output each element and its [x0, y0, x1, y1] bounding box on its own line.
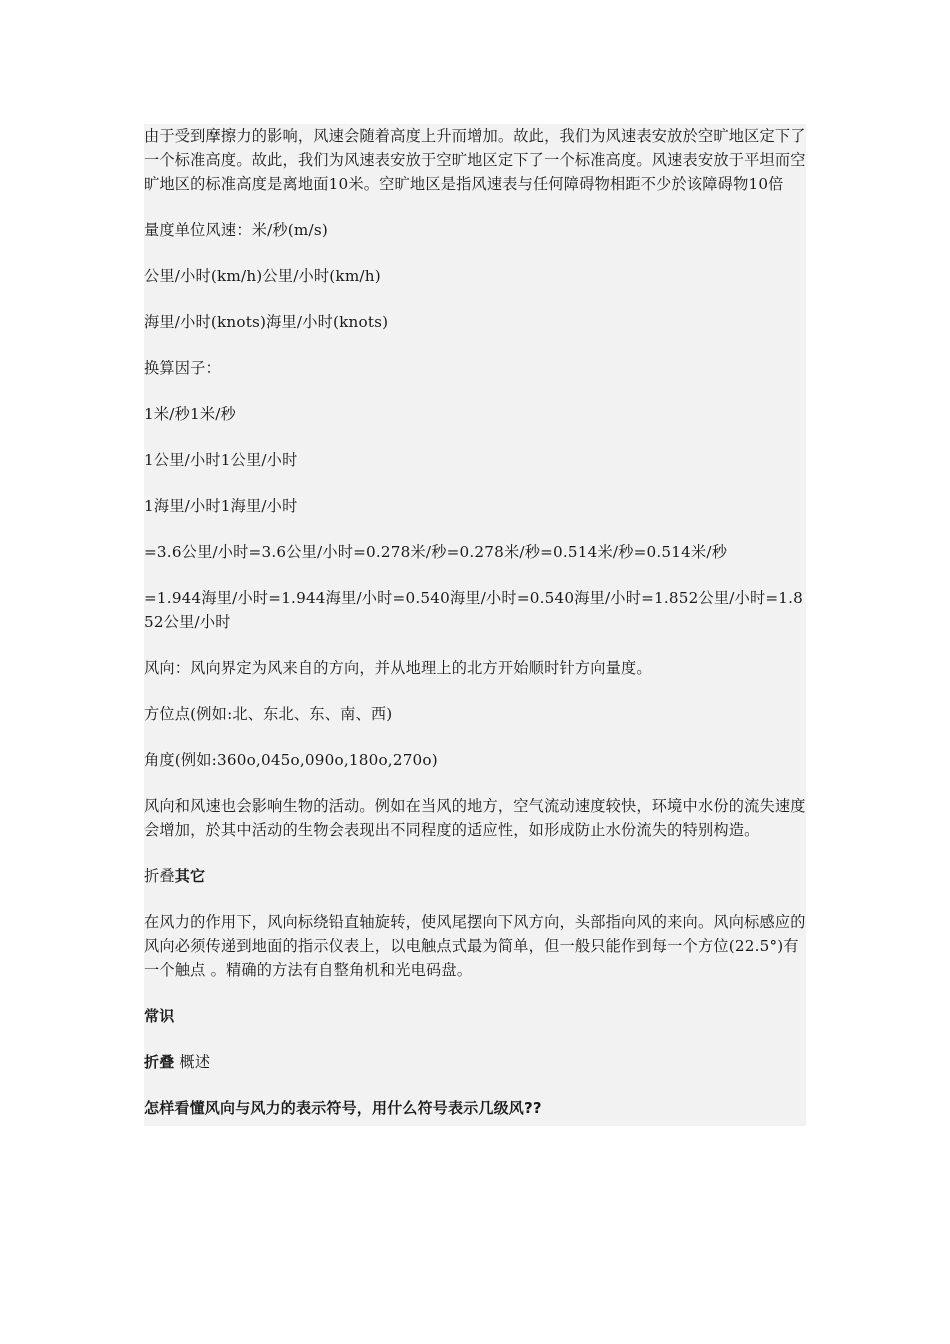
fold-label: 折叠: [144, 867, 175, 885]
paragraph-unit-kmh: 公里/小时(km/h)公里/小时(km/h): [144, 267, 381, 285]
paragraph-wind-direction: 风向：风向界定为风来自的方向，并从地理上的北方开始顺时针方向量度。: [144, 659, 652, 677]
paragraph-biology: 风向和风速也会影响生物的活动。例如在当风的地方，空气流动速度较快，环境中水份的流失速度会增加，於其中活动的生物会表现出不同程度的适应性，如形成防止水份流失的特别构造。: [144, 797, 806, 839]
overview-label: 概述: [174, 1053, 211, 1071]
paragraph-unit-ms: 量度单位风速：米/秒(m/s): [144, 221, 328, 239]
paragraph-conversion-label: 换算因子：: [144, 359, 221, 377]
paragraph-conv-ms: 1米/秒1米/秒: [144, 405, 236, 423]
paragraph-wind-height: 由于受到摩擦力的影响，风速会随着高度上升而增加。故此，我们为风速表安放於空旷地区定下了一个标准高度。故此，我们为风速表安放于空旷地区定下了一个标准高度。风速表安放于平坦而空旷地区的标准高度是离地面10米。空旷地区是指风速表与任何障碍物相距不少於该障碍物10倍: [144, 127, 806, 193]
section-heading-other: [144, 864, 806, 888]
question-heading: 怎样看懂风向与风力的表示符号，用什么符号表示几级风??: [144, 1099, 542, 1117]
section-title-other: 其它: [174, 867, 206, 885]
section-heading-overview: [144, 1050, 806, 1074]
paragraph-angles: 角度(例如:360o,045o,090o,180o,270o): [144, 751, 438, 769]
paragraph-conv-knots: 1海里/小时1海里/小时: [144, 497, 298, 515]
paragraph-conv-kmh: 1公里/小时1公里/小时: [144, 451, 298, 469]
paragraph-conv-values-2: =1.944海里/小时=1.944海里/小时=0.540海里/小时=0.540海里/小时=1.852公里/小时=1.852公里/小时: [144, 589, 804, 631]
section-heading-common-knowledge: 常识: [144, 1007, 175, 1025]
paragraph-compass-points: 方位点(例如:北、东北、东、南、西): [144, 705, 393, 723]
paragraph-conv-values-1: =3.6公里/小时=3.6公里/小时=0.278米/秒=0.278米/秒=0.514米/秒=0.514米/秒: [144, 543, 728, 561]
paragraph-unit-knots: 海里/小时(knots)海里/小时(knots): [144, 313, 389, 331]
fold-label-bold: 折叠: [144, 1053, 175, 1071]
paragraph-wind-vane: 在风力的作用下，风向标绕铅直轴旋转，使风尾摆向下风方向，头部指向风的来向。风向标感应的风向必须传递到地面的指示仪表上，以电触点式最为简单，但一般只能作到每一个方位(22.5°)有一个触点 。精确的方法有自整角机和光电码盘。: [144, 913, 806, 979]
document-page: [144, 124, 806, 1126]
